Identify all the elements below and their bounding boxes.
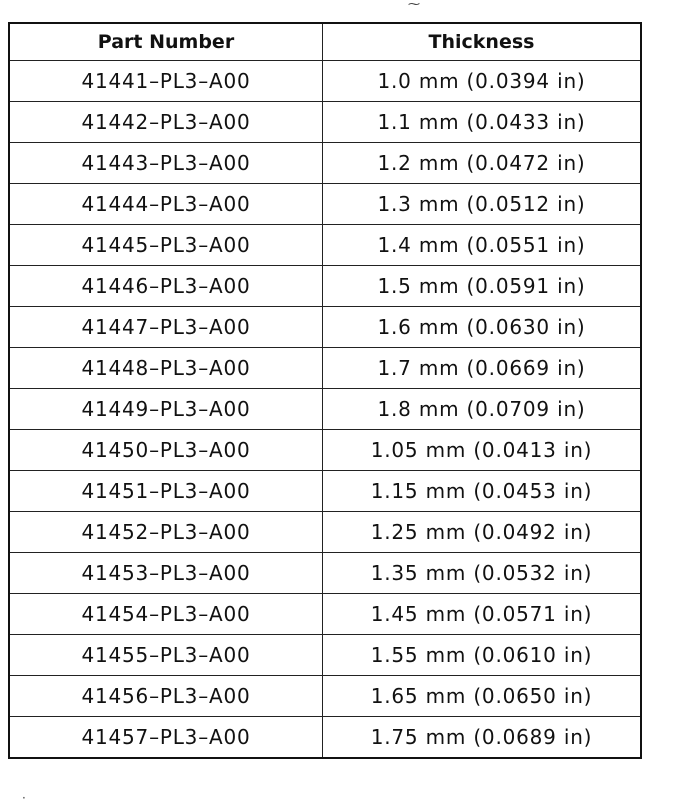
part-number-cell: 41449–PL3–A00 <box>9 389 323 430</box>
thickness-cell: 1.75 mm (0.0689 in) <box>323 717 642 759</box>
thickness-cell: 1.45 mm (0.0571 in) <box>323 594 642 635</box>
part-number-cell: 41441–PL3–A00 <box>9 61 323 102</box>
thickness-cell: 1.8 mm (0.0709 in) <box>323 389 642 430</box>
table-row <box>9 225 641 266</box>
thickness-cell: 1.3 mm (0.0512 in) <box>323 184 642 225</box>
thickness-cell: 1.6 mm (0.0630 in) <box>323 307 642 348</box>
table-header-row <box>9 23 641 61</box>
table-row <box>9 717 641 759</box>
scan-mark-bottom: · <box>22 791 26 805</box>
part-number-cell: 41456–PL3–A00 <box>9 676 323 717</box>
thickness-cell: 1.5 mm (0.0591 in) <box>323 266 642 307</box>
part-number-cell: 41450–PL3–A00 <box>9 430 323 471</box>
table-row <box>9 266 641 307</box>
table-row <box>9 676 641 717</box>
table-row <box>9 102 641 143</box>
part-number-cell: 41446–PL3–A00 <box>9 266 323 307</box>
part-number-cell: 41445–PL3–A00 <box>9 225 323 266</box>
thickness-cell: 1.4 mm (0.0551 in) <box>323 225 642 266</box>
thickness-cell: 1.35 mm (0.0532 in) <box>323 553 642 594</box>
thickness-cell: 1.0 mm (0.0394 in) <box>323 61 642 102</box>
table-row <box>9 184 641 225</box>
part-number-cell: 41444–PL3–A00 <box>9 184 323 225</box>
part-number-cell: 41442–PL3–A00 <box>9 102 323 143</box>
part-number-cell: 41447–PL3–A00 <box>9 307 323 348</box>
part-number-cell: 41457–PL3–A00 <box>9 717 323 759</box>
part-number-cell: 41454–PL3–A00 <box>9 594 323 635</box>
thickness-cell: 1.65 mm (0.0650 in) <box>323 676 642 717</box>
table-row <box>9 389 641 430</box>
table-row <box>9 635 641 676</box>
scan-mark-top: ⁓ <box>408 0 420 11</box>
header-thickness: Thickness <box>323 23 642 61</box>
thickness-cell: 1.55 mm (0.0610 in) <box>323 635 642 676</box>
table-row <box>9 594 641 635</box>
thickness-cell: 1.15 mm (0.0453 in) <box>323 471 642 512</box>
part-number-cell: 41451–PL3–A00 <box>9 471 323 512</box>
thickness-cell: 1.7 mm (0.0669 in) <box>323 348 642 389</box>
thickness-cell: 1.05 mm (0.0413 in) <box>323 430 642 471</box>
part-number-cell: 41443–PL3–A00 <box>9 143 323 184</box>
thickness-cell: 1.1 mm (0.0433 in) <box>323 102 642 143</box>
table-row <box>9 143 641 184</box>
shim-thickness-table <box>8 22 642 759</box>
part-number-cell: 41452–PL3–A00 <box>9 512 323 553</box>
part-number-cell: 41455–PL3–A00 <box>9 635 323 676</box>
table-row <box>9 430 641 471</box>
header-part-number: Part Number <box>9 23 323 61</box>
table-row <box>9 61 641 102</box>
table-body <box>9 61 641 759</box>
part-number-cell: 41448–PL3–A00 <box>9 348 323 389</box>
thickness-cell: 1.25 mm (0.0492 in) <box>323 512 642 553</box>
table-row <box>9 348 641 389</box>
table-row <box>9 471 641 512</box>
thickness-cell: 1.2 mm (0.0472 in) <box>323 143 642 184</box>
table-row <box>9 512 641 553</box>
part-number-cell: 41453–PL3–A00 <box>9 553 323 594</box>
table-row <box>9 307 641 348</box>
table-row <box>9 553 641 594</box>
